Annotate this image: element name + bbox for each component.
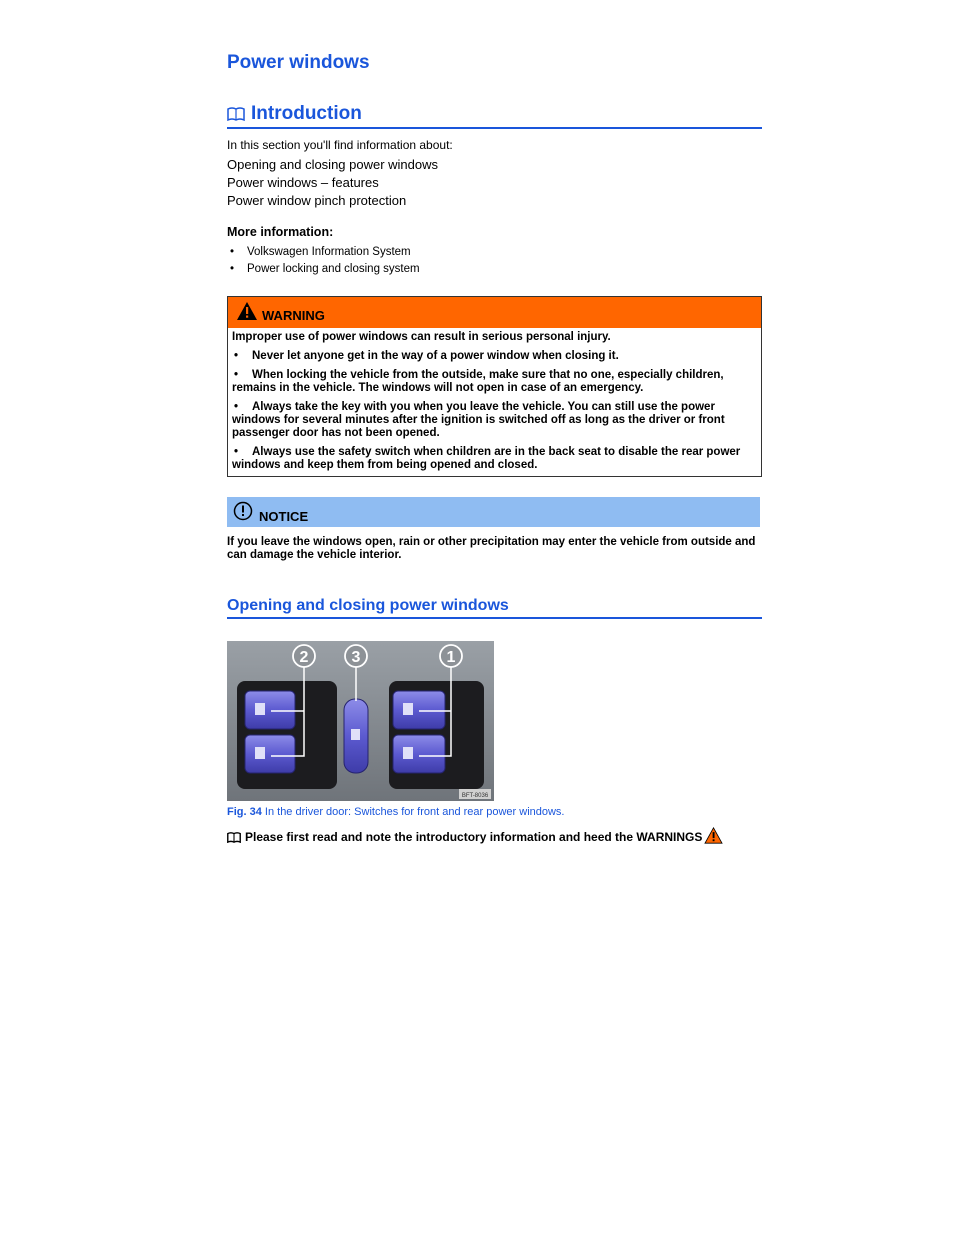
warning-item: • Always use the safety switch when children are in the back seat to disable the rear power windows and keep them from being opened and closed. bbox=[232, 446, 741, 471]
window-switch-illustration bbox=[227, 641, 494, 801]
warning-box bbox=[227, 296, 762, 477]
callout-number: 2 bbox=[299, 649, 309, 666]
exclamation-circle-icon bbox=[233, 501, 253, 521]
more-info-list bbox=[227, 246, 420, 275]
intro-heading bbox=[227, 103, 762, 129]
more-info-heading: More information: bbox=[227, 225, 334, 239]
section-heading: Opening and closing power windows bbox=[227, 597, 762, 619]
warning-header bbox=[228, 297, 761, 328]
warning-triangle-icon bbox=[236, 301, 258, 321]
notice-title: NOTICE bbox=[259, 509, 309, 524]
figure-caption: Fig. 34 In the driver door: Switches for front and rear power windows. bbox=[227, 806, 565, 818]
book-icon bbox=[227, 107, 245, 121]
window-switch-figure bbox=[227, 641, 494, 801]
topic-link[interactable]: Power windows – features bbox=[227, 175, 379, 190]
figure-code: BFT-8036 bbox=[461, 793, 489, 799]
warning-triangle-icon[interactable] bbox=[704, 827, 723, 844]
warning-item: • When locking the vehicle from the outside, make sure that no one, especially children, remains in the vehicle. The windows will not open in case of an emergency. bbox=[232, 369, 724, 394]
page-title: Power windows bbox=[227, 52, 370, 73]
more-info-link[interactable]: • Volkswagen Information System bbox=[227, 246, 420, 258]
warning-title: WARNING bbox=[262, 308, 325, 323]
intro-lead: In this section you'll find information about: bbox=[227, 138, 453, 152]
callout-number: 3 bbox=[351, 649, 361, 666]
notice-header bbox=[227, 497, 760, 527]
warning-item: • Always take the key with you when you leave the vehicle. You can still use the power windows for several minutes after the ignition is switched off as long as the driver or front passenger door has not been opened. bbox=[232, 401, 725, 439]
read-note: Please first read and note the introductory information and heed the WARNINGS bbox=[227, 827, 723, 844]
intro-heading-text: Introduction bbox=[251, 103, 362, 124]
callout-number: 1 bbox=[446, 649, 456, 666]
warning-body bbox=[228, 328, 761, 476]
topic-link[interactable]: Power window pinch protection bbox=[227, 193, 407, 208]
warning-lead: Improper use of power windows can result in serious personal injury. bbox=[232, 331, 611, 343]
notice-text: If you leave the windows open, rain or other precipitation may enter the vehicle from outside and can damage the vehicle interior. bbox=[227, 536, 756, 561]
book-icon bbox=[227, 832, 241, 843]
warning-item: • Never let anyone get in the way of a power window when closing it. bbox=[234, 350, 619, 362]
more-info-link[interactable]: • Power locking and closing system bbox=[227, 263, 420, 275]
topic-link[interactable]: Opening and closing power windows bbox=[227, 157, 439, 172]
